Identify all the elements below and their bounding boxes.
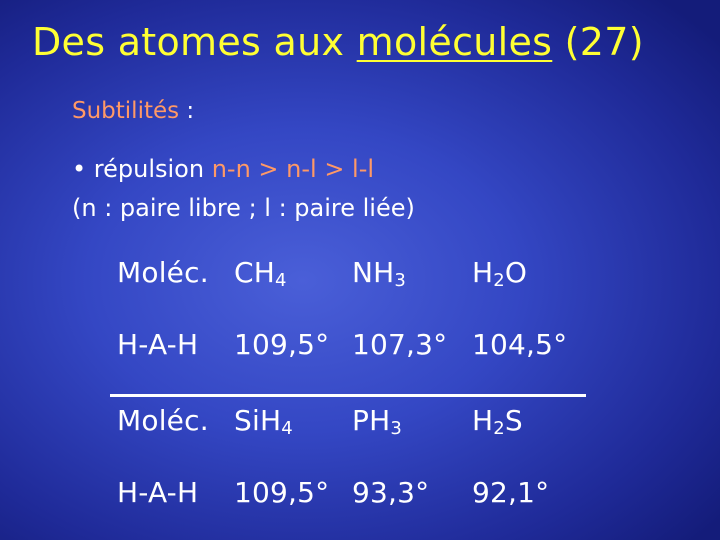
subtitle-colon: :	[179, 98, 195, 124]
subtitle-text: Subtilités	[72, 98, 180, 124]
title-suffix: (27)	[552, 20, 644, 64]
bullet-prefix: • répulsion	[72, 155, 212, 183]
formula-h2s: $H_2S$	[472, 404, 523, 439]
formula-ph3: $PH_3$	[352, 404, 402, 439]
row2-label: H-A-H	[117, 328, 199, 361]
angle-h2o: 104,5°	[472, 328, 568, 361]
pair-legend-note: (n : paire libre ; l : paire liée)	[72, 194, 415, 222]
row3-label: Moléc.	[117, 404, 209, 437]
angle-nh3: 107,3°	[352, 328, 448, 361]
angle-sih4: 109,5°	[234, 476, 330, 509]
angle-ph3: 93,3°	[352, 476, 430, 509]
formula-sih4: SiH$_4$	[234, 404, 293, 439]
angle-h2s: 92,1°	[472, 476, 550, 509]
row4-label: H-A-H	[117, 476, 199, 509]
table-separator	[110, 394, 586, 397]
section-subtitle	[72, 98, 194, 124]
row1-label: Moléc.	[117, 256, 209, 289]
repulsion-order: n-n > n-l > l-l	[211, 155, 375, 183]
title-prefix: Des atomes aux	[32, 20, 357, 64]
title-underlined-word: molécules	[356, 20, 553, 64]
formula-ch4: $CH_4$	[234, 256, 287, 291]
angle-ch4: 109,5°	[234, 328, 330, 361]
formula-nh3: $NH_3$	[352, 256, 407, 291]
slide-title	[32, 20, 644, 64]
bullet-repulsion	[72, 155, 374, 183]
formula-h2o: $H_2O$	[472, 256, 528, 291]
